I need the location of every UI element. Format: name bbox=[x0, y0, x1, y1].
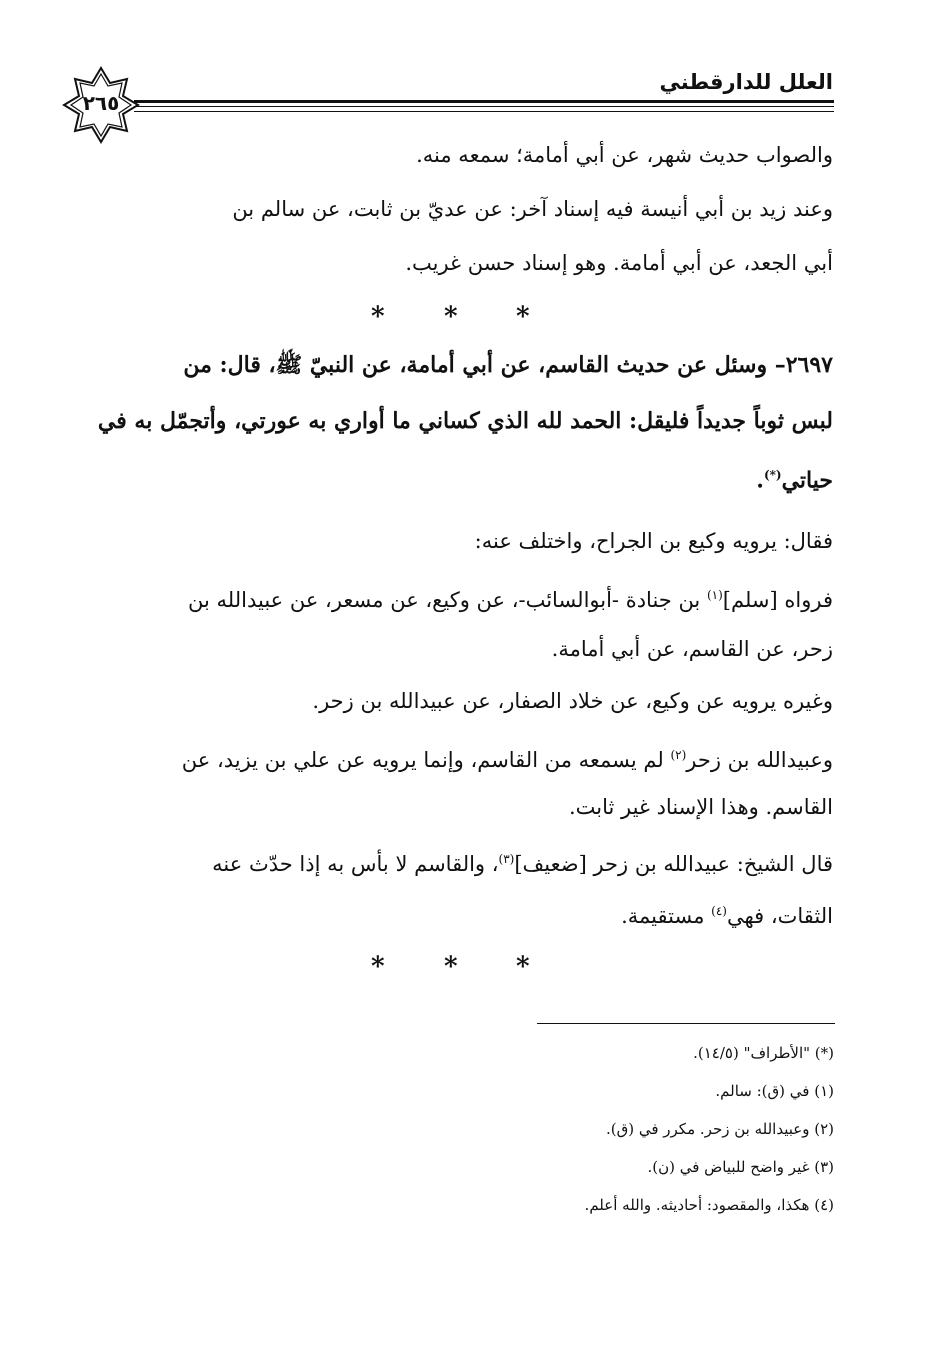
text-span: لم يسمعه من القاسم، وإنما يرويه عن علي بن يزيد، عن bbox=[181, 748, 671, 772]
text-span: قال الشيخ: عبيدالله بن زحر [ضعيف] bbox=[514, 852, 833, 876]
question-line: لبس ثوباً جديداً فليقل: الحمد لله الذي كساني ما أواري به عورتي، وأتجمّل به في bbox=[97, 408, 833, 434]
text-span: وعبيدالله بن زحر bbox=[686, 748, 833, 772]
separator-star: * bbox=[516, 302, 530, 332]
section-separator bbox=[0, 302, 929, 332]
question-text: حياتي bbox=[781, 467, 833, 494]
separator-star: * bbox=[516, 952, 530, 982]
text-line bbox=[212, 844, 833, 879]
page-number: ٢٦٥ bbox=[82, 91, 120, 115]
text-line: القاسم. وهذا الإسناد غير ثابت. bbox=[568, 795, 833, 819]
separator-star: * bbox=[444, 952, 458, 982]
text-line bbox=[621, 896, 833, 931]
text-line: أبي الجعد، عن أبي أمامة. وهو إسناد حسن غريب. bbox=[405, 251, 833, 275]
footnote: (٢) وعبيدالله بن زحر. مكرر في (ق). bbox=[605, 1120, 834, 1138]
question-line: ٢٦٩٧– وسئل عن حديث القاسم، عن أبي أمامة، عن النبيّ ﷺ، قال: من bbox=[183, 352, 833, 378]
text-span: ، والقاسم لا بأس به إذا حدّث عنه bbox=[212, 852, 499, 876]
footnote: (٣) غير واضح للبياض في (ن). bbox=[647, 1158, 834, 1176]
text-line: وعند زيد بن أبي أنيسة فيه إسناد آخر: عن عديّ بن ثابت، عن سالم بن bbox=[232, 197, 833, 221]
footnote: (*) "الأطراف" (١٤/٥). bbox=[693, 1044, 834, 1062]
text-line bbox=[182, 740, 833, 775]
separator-star: * bbox=[371, 952, 385, 982]
text-line: والصواب حديث شهر، عن أبي أمامة؛ سمعه منه. bbox=[416, 143, 833, 167]
text-span: الثقات، فهي bbox=[726, 904, 833, 928]
page-number-badge bbox=[62, 66, 140, 144]
text-line bbox=[188, 580, 833, 615]
separator-star: * bbox=[371, 302, 385, 332]
section-separator bbox=[0, 952, 929, 982]
running-header-title: العلل للدارقطني bbox=[659, 70, 833, 94]
text-span: مستقيمة. bbox=[621, 904, 712, 928]
footnote-marker: (٢) bbox=[670, 748, 687, 762]
separator-star: * bbox=[444, 302, 458, 332]
footnote-marker: (٤) bbox=[711, 904, 727, 918]
header-rule bbox=[134, 100, 834, 116]
question-text: . bbox=[756, 467, 764, 494]
footnote: (١) في (ق): سالم. bbox=[715, 1082, 834, 1100]
text-span: بن جنادة -أبوالسائب-، عن وكيع، عن مسعر، عن عبيدالله بن bbox=[188, 588, 707, 612]
text-line: زحر، عن القاسم، عن أبي أمامة. bbox=[551, 637, 833, 661]
question-line bbox=[756, 460, 833, 495]
footnote-rule bbox=[537, 1023, 835, 1024]
text-line: وغيره يرويه عن وكيع، عن خلاد الصفار، عن عبيدالله بن زحر. bbox=[312, 689, 833, 713]
text-span: فرواه [سلم] bbox=[722, 588, 833, 612]
footnote-marker: (١) bbox=[706, 588, 723, 602]
footnote-marker: (٣) bbox=[498, 852, 515, 866]
footnote: (٤) هكذا، والمقصود: أحاديثه. والله أعلم. bbox=[584, 1196, 834, 1214]
footnote-marker: (*) bbox=[763, 468, 782, 482]
text-line: فقال: يرويه وكيع بن الجراح، واختلف عنه: bbox=[474, 529, 833, 553]
